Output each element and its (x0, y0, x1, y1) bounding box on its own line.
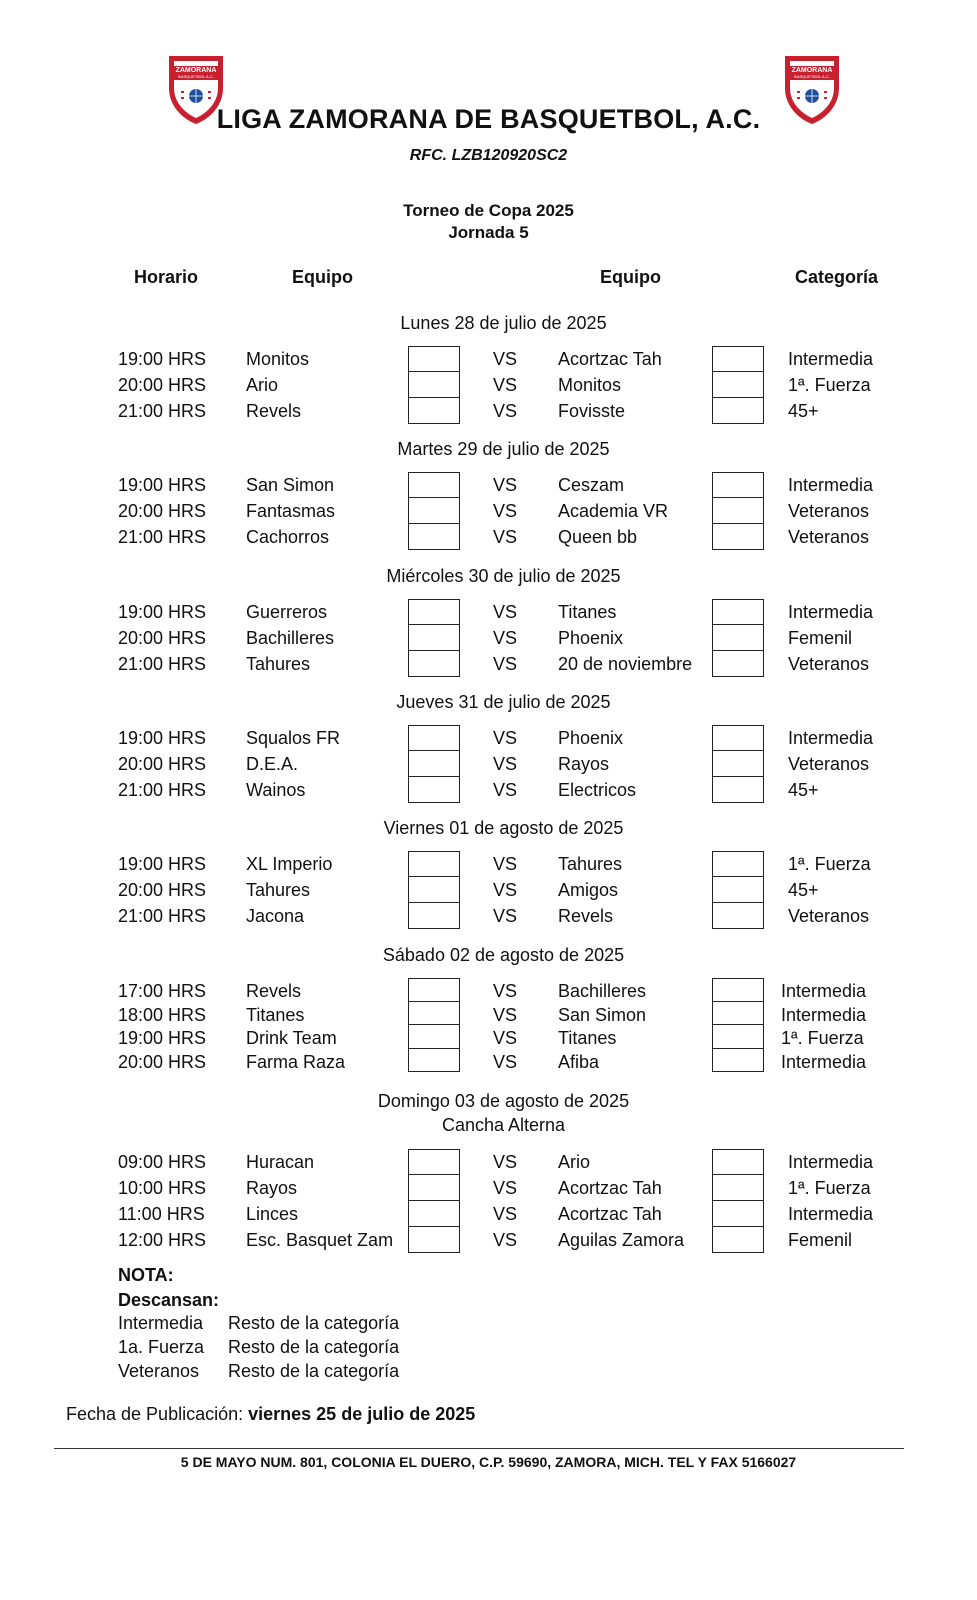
away-team: Electricos (558, 780, 637, 800)
home-score-box[interactable] (408, 777, 460, 803)
footer-divider (54, 1448, 904, 1449)
away-score-box[interactable] (712, 498, 764, 524)
home-score-box[interactable] (408, 725, 460, 751)
away-team: Fovisste (558, 401, 626, 421)
home-team: San Simon (246, 475, 335, 495)
vs-label: VS (493, 854, 518, 874)
publication-date (66, 1404, 475, 1425)
day-date: Domingo 03 de agosto de 2025 (377, 1091, 630, 1111)
away-team: Acortzac Tah (558, 1178, 662, 1198)
home-score-box[interactable] (408, 1002, 460, 1026)
away-score-box[interactable] (712, 1175, 764, 1201)
match-time: 20:00 HRS (118, 1051, 207, 1072)
vs-label: VS (493, 527, 518, 547)
vs-label: VS (493, 1051, 518, 1072)
vs-label: VS (493, 728, 518, 748)
match-time: 10:00 HRS (118, 1178, 207, 1198)
logo-text-1: ZAMORANA (175, 67, 217, 74)
day-date: Sábado 02 de agosto de 2025 (382, 945, 625, 965)
vs-label: VS (493, 401, 518, 421)
away-score-box[interactable] (712, 651, 764, 677)
column-header-team2: Equipo (600, 267, 661, 287)
match-category: Intermedia (788, 728, 874, 748)
match-time: 19:00 HRS (118, 854, 207, 874)
away-score-box[interactable] (712, 472, 764, 498)
away-score-box[interactable] (712, 1201, 764, 1227)
home-score-box[interactable] (408, 1175, 460, 1201)
match-time: 19:00 HRS (118, 475, 207, 495)
logo-text-2: BASQUETBOL A.C. (794, 74, 830, 79)
match-time: 17:00 HRS (118, 981, 207, 1001)
away-score-box[interactable] (712, 877, 764, 903)
match-category: Veteranos (788, 501, 870, 521)
day-date: Martes 29 de julio de 2025 (397, 439, 610, 459)
home-team: Cachorros (246, 527, 330, 547)
away-team: San Simon (558, 1004, 647, 1025)
publication-label: Fecha de Publicación: (66, 1404, 244, 1424)
vs-label: VS (493, 628, 518, 648)
vs-label: VS (493, 981, 518, 1001)
home-team: Monitos (246, 349, 310, 369)
match-category: Intermedia (788, 349, 874, 369)
away-score-box[interactable] (712, 978, 764, 1002)
vs-label: VS (493, 754, 518, 774)
home-team: Squalos FR (246, 728, 341, 748)
tournament-title (0, 200, 977, 244)
day-subtitle: Cancha Alterna (441, 1115, 566, 1135)
away-score-box[interactable] (712, 599, 764, 625)
match-time: 09:00 HRS (118, 1152, 207, 1172)
match-time: 19:00 HRS (118, 1028, 207, 1048)
away-team: Aguilas Zamora (558, 1230, 685, 1250)
match-category: Intermedia (788, 1204, 874, 1224)
away-team: Tahures (558, 854, 623, 874)
vs-label: VS (493, 1204, 518, 1224)
home-team: Revels (246, 401, 302, 421)
home-score-box[interactable] (408, 751, 460, 777)
home-team: Titanes (246, 1004, 305, 1025)
match-category: Femenil (788, 628, 853, 648)
match-category: Intermedia (781, 981, 867, 1001)
match-category: 45+ (788, 401, 819, 421)
home-score-box[interactable] (408, 498, 460, 524)
home-team: Linces (246, 1204, 299, 1224)
home-score-box[interactable] (408, 599, 460, 625)
match-time: 19:00 HRS (118, 602, 207, 622)
home-team: Rayos (246, 1178, 298, 1198)
vs-label: VS (493, 1230, 518, 1250)
away-score-box[interactable] (712, 903, 764, 929)
match-time: 20:00 HRS (118, 501, 207, 521)
away-team: Phoenix (558, 628, 624, 648)
footer-address: 5 DE MAYO NUM. 801, COLONIA EL DUERO, C.P. 59690, ZAMORA, MICH. TEL Y FAX 5166027 (180, 1454, 797, 1470)
home-team: Guerreros (246, 602, 328, 622)
home-score-box[interactable] (408, 372, 460, 398)
vs-label: VS (493, 602, 518, 622)
vs-label: VS (493, 501, 518, 521)
away-team: Monitos (558, 375, 622, 395)
away-team: Academia VR (558, 501, 669, 521)
match-time: 21:00 HRS (118, 654, 207, 674)
note-text: Resto de la categoría (228, 1337, 400, 1357)
vs-label: VS (493, 1004, 518, 1025)
away-score-box[interactable] (712, 398, 764, 424)
vs-label: VS (493, 880, 518, 900)
away-score-box[interactable] (712, 1002, 764, 1026)
match-time: 20:00 HRS (118, 880, 207, 900)
match-category: 1ª. Fuerza (788, 1178, 871, 1198)
match-category: Veteranos (788, 654, 870, 674)
day-date: Lunes 28 de julio de 2025 (400, 313, 607, 333)
away-team: Revels (558, 906, 614, 926)
match-time: 19:00 HRS (118, 728, 207, 748)
home-team: Esc. Basquet Zam (246, 1230, 394, 1250)
rfc: RFC. LZB120920SC2 (409, 147, 568, 164)
away-team: Titanes (558, 602, 617, 622)
match-category: 45+ (788, 880, 819, 900)
match-time: 20:00 HRS (118, 754, 207, 774)
org-name: LIGA ZAMORANA DE BASQUETBOL, A.C. (216, 104, 761, 134)
logo-text-1: ZAMORANA (791, 67, 833, 74)
round-name: Jornada 5 (448, 223, 529, 242)
match-time: 12:00 HRS (118, 1230, 207, 1250)
match-time: 18:00 HRS (118, 1004, 207, 1025)
away-score-box[interactable] (712, 372, 764, 398)
vs-label: VS (493, 780, 518, 800)
vs-label: VS (493, 375, 518, 395)
away-team: 20 de noviembre (558, 654, 693, 674)
away-team: Ario (558, 1152, 591, 1172)
match-time: 21:00 HRS (118, 527, 207, 547)
logo-text-2: BASQUETBOL A.C. (178, 74, 214, 79)
match-category: Intermedia (788, 475, 874, 495)
home-score-box[interactable] (408, 1025, 460, 1049)
match-category: 45+ (788, 780, 819, 800)
home-team: Tahures (246, 880, 311, 900)
away-team: Rayos (558, 754, 610, 774)
match-time: 11:00 HRS (118, 1204, 205, 1224)
vs-label: VS (493, 906, 518, 926)
home-team: Ario (246, 375, 279, 395)
home-score-box[interactable] (408, 625, 460, 651)
away-score-box[interactable] (712, 1227, 764, 1253)
day-date: Miércoles 30 de julio de 2025 (386, 566, 621, 586)
home-score-box[interactable] (408, 1149, 460, 1175)
match-category: Veteranos (788, 906, 870, 926)
note-category: 1a. Fuerza (118, 1337, 205, 1357)
home-score-box[interactable] (408, 1227, 460, 1253)
match-time: 21:00 HRS (118, 906, 207, 926)
publication-value: viernes 25 de julio de 2025 (248, 1404, 476, 1424)
match-category: Intermedia (788, 602, 874, 622)
tournament-name: Torneo de Copa 2025 (403, 201, 574, 220)
home-score-box[interactable] (408, 877, 460, 903)
match-category: 1ª. Fuerza (781, 1028, 864, 1048)
home-team: Fantasmas (246, 501, 336, 521)
match-time: 20:00 HRS (118, 628, 207, 648)
column-header-team1: Equipo (292, 267, 353, 287)
home-score-box[interactable] (408, 472, 460, 498)
home-team: D.E.A. (246, 754, 299, 774)
note-text: Resto de la categoría (228, 1313, 400, 1333)
away-team: Acortzac Tah (558, 349, 662, 369)
match-category: Intermedia (788, 1152, 874, 1172)
vs-label: VS (493, 1028, 518, 1048)
match-category: Femenil (788, 1230, 853, 1250)
home-score-box[interactable] (408, 903, 460, 929)
away-score-box[interactable] (712, 751, 764, 777)
match-category: 1ª. Fuerza (788, 375, 871, 395)
match-time: 21:00 HRS (118, 780, 207, 800)
away-team: Queen bb (558, 527, 638, 547)
match-time: 19:00 HRS (118, 349, 207, 369)
note-category: Veteranos (118, 1361, 200, 1381)
home-score-box[interactable] (408, 651, 460, 677)
home-team: Farma Raza (246, 1051, 346, 1072)
away-team: Afiba (558, 1051, 600, 1072)
home-score-box[interactable] (408, 1049, 460, 1073)
match-time: 20:00 HRS (118, 375, 207, 395)
home-score-box[interactable] (408, 851, 460, 877)
vs-label: VS (493, 1152, 518, 1172)
away-score-box[interactable] (712, 1149, 764, 1175)
away-score-box[interactable] (712, 625, 764, 651)
away-score-box[interactable] (712, 524, 764, 550)
home-team: Jacona (246, 906, 305, 926)
away-team: Amigos (558, 880, 619, 900)
vs-label: VS (493, 654, 518, 674)
home-score-box[interactable] (408, 398, 460, 424)
away-team: Acortzac Tah (558, 1204, 662, 1224)
match-category: Veteranos (788, 754, 870, 774)
vs-label: VS (493, 1178, 518, 1198)
home-score-box[interactable] (408, 1201, 460, 1227)
home-team: XL Imperio (246, 854, 333, 874)
away-score-box[interactable] (712, 1049, 764, 1073)
home-team: Drink Team (246, 1028, 337, 1048)
match-time: 21:00 HRS (118, 401, 207, 421)
away-team: Titanes (558, 1028, 617, 1048)
away-score-box[interactable] (712, 851, 764, 877)
home-score-box[interactable] (408, 524, 460, 550)
away-score-box[interactable] (712, 1025, 764, 1049)
away-team: Phoenix (558, 728, 624, 748)
column-header-time: Horario (134, 267, 199, 287)
home-team: Tahures (246, 654, 311, 674)
match-category: Intermedia (781, 1051, 867, 1072)
away-team: Ceszam (558, 475, 625, 495)
away-score-box[interactable] (712, 725, 764, 751)
day-date: Jueves 31 de julio de 2025 (396, 692, 611, 712)
match-category: Veteranos (788, 527, 870, 547)
away-score-box[interactable] (712, 777, 764, 803)
home-team: Bachilleres (246, 628, 335, 648)
away-team: Bachilleres (558, 981, 647, 1001)
match-category: 1ª. Fuerza (788, 854, 871, 874)
home-score-box[interactable] (408, 346, 460, 372)
note-category: Intermedia (118, 1313, 204, 1333)
vs-label: VS (493, 349, 518, 369)
home-team: Huracan (246, 1152, 315, 1172)
home-team: Revels (246, 981, 302, 1001)
note-text: Resto de la categoría (228, 1361, 400, 1381)
match-category: Intermedia (781, 1004, 867, 1025)
vs-label: VS (493, 475, 518, 495)
home-team: Wainos (246, 780, 306, 800)
home-score-box[interactable] (408, 978, 460, 1002)
note-subtitle: Descansan: (118, 1290, 220, 1310)
note-title: NOTA: (118, 1265, 174, 1285)
column-header-category: Categoría (795, 267, 879, 287)
day-date: Viernes 01 de agosto de 2025 (383, 818, 624, 838)
away-score-box[interactable] (712, 346, 764, 372)
